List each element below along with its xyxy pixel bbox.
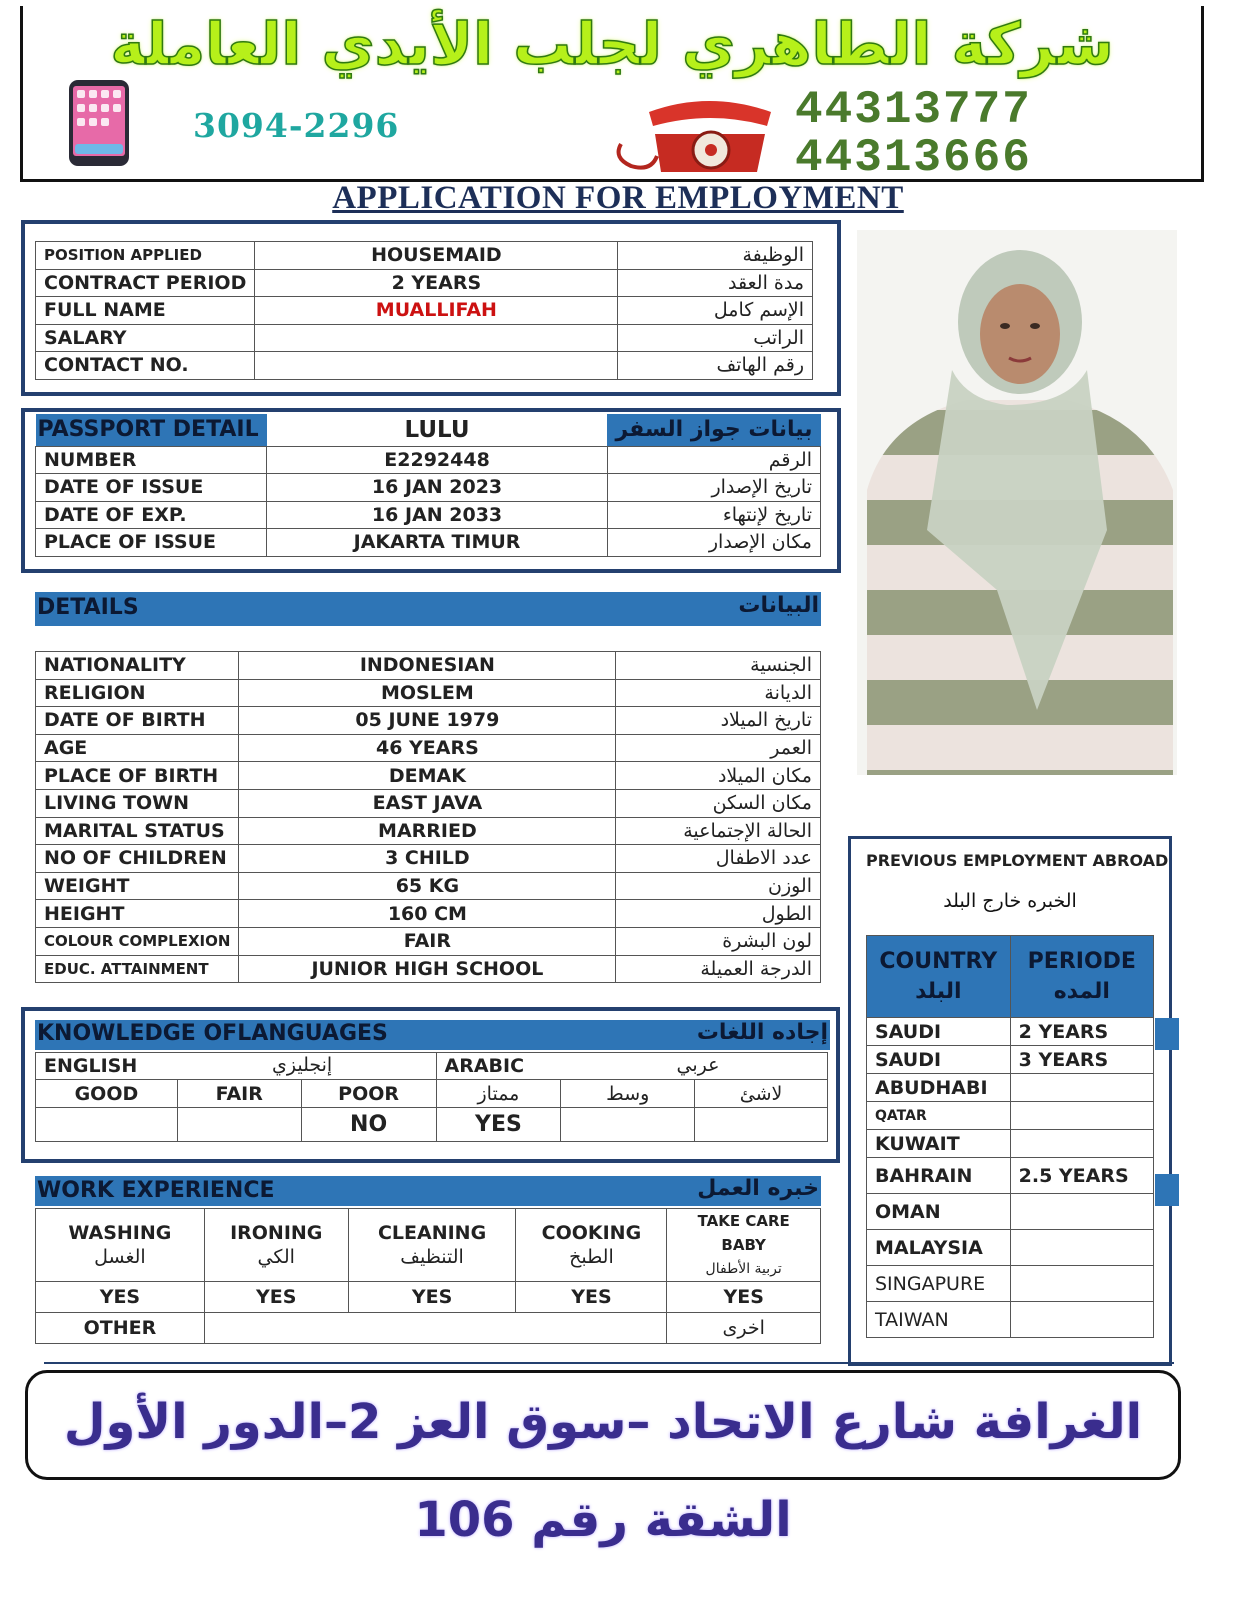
- details-label: MARITAL STATUS: [36, 817, 239, 845]
- period-col-ar: المده: [1053, 978, 1110, 1004]
- abroad-period: 2 YEARS: [1010, 1018, 1153, 1046]
- abroad-country: SINGAPURE: [867, 1266, 1011, 1302]
- abroad-country: TAIWAN: [867, 1302, 1011, 1338]
- details-label: HEIGHT: [36, 900, 239, 928]
- details-label-ar: الدرجة العميلة: [616, 955, 821, 983]
- details-label-ar: الحالة الإجتماعية: [616, 817, 821, 845]
- passport-label-ar: تاريخ الإصدار: [607, 474, 820, 502]
- language-level: GOOD: [36, 1080, 178, 1108]
- abroad-country: MALAYSIA: [867, 1230, 1011, 1266]
- details-value: EAST JAVA: [239, 789, 616, 817]
- skill-label-ar: تربية الأطفال: [705, 1261, 782, 1277]
- passport-row: [36, 446, 821, 474]
- phone-number-2: 44313666: [795, 132, 1032, 184]
- languages-header-ar: إجاده اللغات: [696, 1020, 828, 1045]
- abroad-period: [1010, 1194, 1153, 1230]
- english-cell: [36, 1053, 437, 1080]
- skill-label: WASHING: [68, 1222, 172, 1244]
- abroad-row: [867, 1074, 1154, 1102]
- language-level-value: [695, 1108, 828, 1142]
- abroad-country: BAHRAIN: [867, 1158, 1011, 1194]
- abroad-accent-1: [1155, 1018, 1179, 1050]
- details-row: [36, 872, 821, 900]
- basic-info-label-ar: الوظيفة: [618, 242, 813, 270]
- basic-info-row: [36, 324, 813, 352]
- skill-label-ar: الطبخ: [569, 1246, 614, 1268]
- details-header-ar: البيانات: [738, 593, 819, 618]
- arabic-cell: [436, 1053, 827, 1080]
- country-col-en: COUNTRY: [879, 948, 998, 974]
- details-value: MARRIED: [239, 817, 616, 845]
- work-header-ar: خبره العمل: [697, 1176, 819, 1201]
- passport-value: 16 JAN 2033: [267, 501, 608, 529]
- basic-info-label-ar: رقم الهاتف: [618, 352, 813, 380]
- details-label-ar: الديانة: [616, 679, 821, 707]
- abroad-row: [867, 1230, 1154, 1266]
- abroad-period: [1010, 1230, 1153, 1266]
- abroad-country: SAUDI: [867, 1046, 1011, 1074]
- passport-value: E2292448: [267, 446, 608, 474]
- abroad-period: [1010, 1266, 1153, 1302]
- details-row: [36, 817, 821, 845]
- skill-header: [36, 1209, 205, 1282]
- details-label: COLOUR COMPLEXION: [36, 927, 239, 955]
- other-label: OTHER: [36, 1313, 205, 1344]
- arabic-label: ARABIC: [444, 1055, 525, 1077]
- english-label: ENGLISH: [44, 1055, 138, 1077]
- work-header-en: WORK EXPERIENCE: [37, 1178, 275, 1203]
- details-row: [36, 900, 821, 928]
- passport-label-ar: مكان الإصدار: [607, 529, 820, 557]
- details-value: 46 YEARS: [239, 734, 616, 762]
- abroad-period: [1010, 1302, 1153, 1338]
- passport-header-en: PASSPORT DETAIL: [36, 414, 267, 446]
- skill-label: TAKE CARE BABY: [697, 1212, 790, 1254]
- basic-info-label: SALARY: [36, 324, 255, 352]
- passport-header-ar: بيانات جواز السفر: [607, 414, 820, 446]
- passport-label: DATE OF EXP.: [36, 501, 267, 529]
- language-level: ممتاز: [436, 1080, 561, 1108]
- basic-info-label-ar: مدة العقد: [618, 269, 813, 297]
- skill-label-ar: الكي: [257, 1246, 295, 1268]
- skill-header: [348, 1209, 516, 1282]
- abroad-period: [1010, 1102, 1153, 1130]
- applicant-photo: [857, 230, 1177, 775]
- passport-label-ar: الرقم: [607, 446, 820, 474]
- details-label-ar: لون البشرة: [616, 927, 821, 955]
- passport-holder-name: LULU: [404, 416, 470, 443]
- skill-label: CLEANING: [377, 1222, 487, 1244]
- details-value: 160 CM: [239, 900, 616, 928]
- basic-info-row: [36, 269, 813, 297]
- basic-info-label: FULL NAME: [36, 297, 255, 325]
- details-row: [36, 845, 821, 873]
- details-row: [36, 652, 821, 680]
- passport-table: [35, 414, 821, 557]
- details-row: [36, 955, 821, 983]
- passport-label-ar: تاريخ لإنتهاء: [607, 501, 820, 529]
- languages-table: [35, 1052, 828, 1142]
- form-title: APPLICATION FOR EMPLOYMENT: [332, 180, 904, 216]
- language-level-value: [561, 1108, 695, 1142]
- passport-row: [36, 474, 821, 502]
- passport-row: [36, 529, 821, 557]
- details-label: EDUC. ATTAINMENT: [36, 955, 239, 983]
- country-col-ar: البلد: [915, 978, 962, 1004]
- language-level-value: [177, 1108, 301, 1142]
- language-level-value: [36, 1108, 178, 1142]
- abroad-title-ar: الخبره خارج البلد: [943, 890, 1077, 912]
- passport-value: 16 JAN 2023: [267, 474, 608, 502]
- abroad-country: OMAN: [867, 1194, 1011, 1230]
- skill-value: YES: [516, 1282, 667, 1313]
- skill-header: [516, 1209, 667, 1282]
- language-level: POOR: [301, 1080, 436, 1108]
- skill-value: YES: [667, 1282, 821, 1313]
- details-row: [36, 762, 821, 790]
- basic-info-label: CONTACT NO.: [36, 352, 255, 380]
- details-label-ar: عدد الاطفال: [616, 845, 821, 873]
- company-name: شركة الطاهري لجلب الأيدي العاملة: [110, 10, 1114, 78]
- basic-info-row: [36, 352, 813, 380]
- abroad-period: 2.5 YEARS: [1010, 1158, 1153, 1194]
- languages-header-en: KNOWLEDGE OFLANGUAGES: [37, 1021, 388, 1046]
- abroad-accent-2: [1155, 1174, 1179, 1206]
- details-label-ar: تاريخ الميلاد: [616, 707, 821, 735]
- company-header: [20, 6, 1204, 182]
- details-label-ar: الطول: [616, 900, 821, 928]
- abroad-row: [867, 1102, 1154, 1130]
- smartphone-icon: [67, 78, 131, 168]
- abroad-title-en: PREVIOUS EMPLOYMENT ABROAD: [866, 851, 1169, 870]
- details-row: [36, 707, 821, 735]
- abroad-country: KUWAIT: [867, 1130, 1011, 1158]
- abroad-country: SAUDI: [867, 1018, 1011, 1046]
- english-label-ar: إنجليزي: [272, 1054, 333, 1076]
- office-address: الغرافة شارع الاتحاد –سوق العز 2–الدور الأول الشقة رقم 106: [25, 1370, 1181, 1480]
- abroad-row: [867, 1018, 1154, 1046]
- details-label-ar: الوزن: [616, 872, 821, 900]
- language-level: وسط: [561, 1080, 695, 1108]
- details-header-en: DETAILS: [37, 595, 139, 620]
- skill-value: YES: [36, 1282, 205, 1313]
- skill-value: YES: [348, 1282, 516, 1313]
- details-value: MOSLEM: [239, 679, 616, 707]
- basic-info-value: [255, 352, 618, 380]
- basic-info-label: CONTRACT PERIOD: [36, 269, 255, 297]
- passport-value: JAKARTA TIMUR: [267, 529, 608, 557]
- divider: [44, 1362, 1174, 1364]
- skill-header: [204, 1209, 348, 1282]
- work-header-bar: [35, 1176, 821, 1206]
- basic-info-label-ar: الإسم كامل: [618, 297, 813, 325]
- details-label: PLACE OF BIRTH: [36, 762, 239, 790]
- skill-label: COOKING: [541, 1222, 642, 1244]
- basic-info-value: HOUSEMAID: [255, 242, 618, 270]
- passport-label: DATE OF ISSUE: [36, 474, 267, 502]
- details-label-ar: العمر: [616, 734, 821, 762]
- basic-info-value: MUALLIFAH: [255, 297, 618, 325]
- abroad-row: [867, 1302, 1154, 1338]
- skill-label: IRONING: [230, 1222, 323, 1244]
- other-label-ar: اخرى: [667, 1313, 821, 1344]
- basic-info-row: [36, 297, 813, 325]
- basic-info-label-ar: الراتب: [618, 324, 813, 352]
- details-value: FAIR: [239, 927, 616, 955]
- details-label: WEIGHT: [36, 872, 239, 900]
- passport-label: NUMBER: [36, 446, 267, 474]
- abroad-period: [1010, 1074, 1153, 1102]
- arabic-label-ar: عربي: [676, 1054, 720, 1076]
- rotary-telephone-icon: [615, 94, 775, 176]
- details-value: JUNIOR HIGH SCHOOL: [239, 955, 616, 983]
- basic-info-row: [36, 242, 813, 270]
- details-row: [36, 789, 821, 817]
- other-value: [204, 1313, 667, 1344]
- details-value: 3 CHILD: [239, 845, 616, 873]
- language-level-value: YES: [436, 1108, 561, 1142]
- details-label-ar: مكان الميلاد: [616, 762, 821, 790]
- details-label: NATIONALITY: [36, 652, 239, 680]
- details-value: 65 KG: [239, 872, 616, 900]
- details-label: LIVING TOWN: [36, 789, 239, 817]
- period-col-en: PERIODE: [1027, 948, 1136, 974]
- basic-info-value: 2 YEARS: [255, 269, 618, 297]
- details-value: INDONESIAN: [239, 652, 616, 680]
- mobile-number: 3094-2296: [193, 106, 400, 145]
- skill-label-ar: التنظيف: [400, 1246, 464, 1268]
- abroad-row: [867, 1130, 1154, 1158]
- abroad-row: [867, 1194, 1154, 1230]
- details-label: RELIGION: [36, 679, 239, 707]
- abroad-country: ABUDHABI: [867, 1074, 1011, 1102]
- details-table: [35, 651, 821, 983]
- skill-header: [667, 1209, 821, 1282]
- skill-label-ar: الغسل: [94, 1246, 146, 1268]
- details-header-bar: [35, 592, 821, 626]
- details-value: DEMAK: [239, 762, 616, 790]
- passport-row: [36, 501, 821, 529]
- details-label: DATE OF BIRTH: [36, 707, 239, 735]
- abroad-row: [867, 1266, 1154, 1302]
- details-row: [36, 734, 821, 762]
- basic-info-label: POSITION APPLIED: [36, 242, 255, 270]
- skill-value: YES: [204, 1282, 348, 1313]
- abroad-row: [867, 1158, 1154, 1194]
- details-value: 05 JUNE 1979: [239, 707, 616, 735]
- details-row: [36, 679, 821, 707]
- language-level: FAIR: [177, 1080, 301, 1108]
- work-table: [35, 1208, 821, 1344]
- basic-info-value: [255, 324, 618, 352]
- passport-label: PLACE OF ISSUE: [36, 529, 267, 557]
- language-level: لاشئ: [695, 1080, 828, 1108]
- abroad-table: [866, 935, 1154, 1338]
- basic-info-table: [35, 241, 813, 380]
- languages-header-bar: [35, 1020, 830, 1050]
- details-row: [36, 927, 821, 955]
- phone-number-1: 44313777: [795, 84, 1032, 136]
- details-label-ar: الجنسية: [616, 652, 821, 680]
- language-level-value: NO: [301, 1108, 436, 1142]
- abroad-row: [867, 1046, 1154, 1074]
- abroad-country: QATAR: [867, 1102, 1011, 1130]
- details-label-ar: مكان السكن: [616, 789, 821, 817]
- abroad-period: [1010, 1130, 1153, 1158]
- details-label: AGE: [36, 734, 239, 762]
- abroad-period: 3 YEARS: [1010, 1046, 1153, 1074]
- details-label: NO OF CHILDREN: [36, 845, 239, 873]
